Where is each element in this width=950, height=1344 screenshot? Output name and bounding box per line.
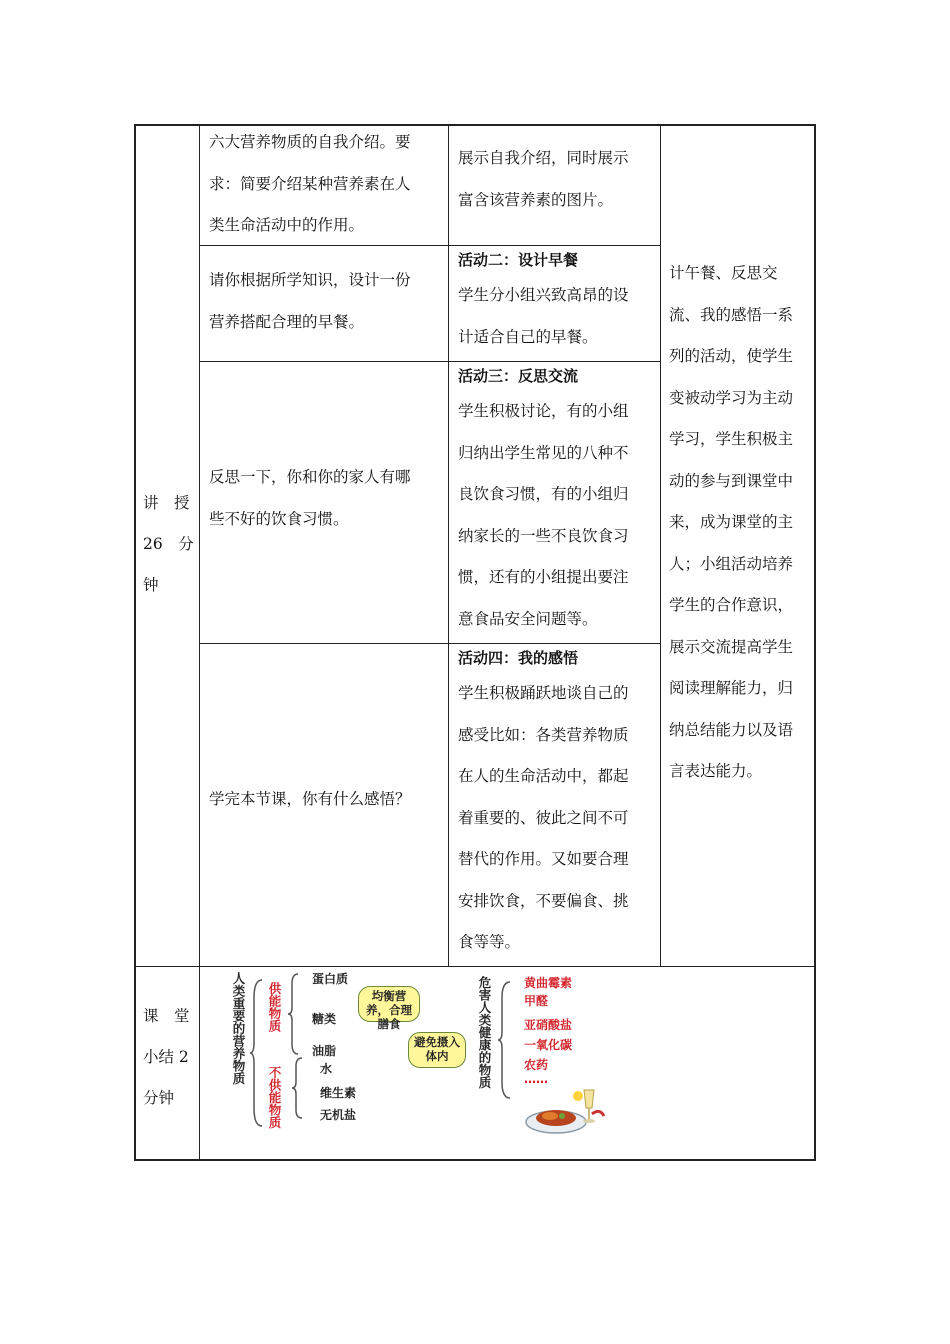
text-line: 展示交流提高学生 (669, 637, 794, 656)
teacher-cell-3 (209, 457, 441, 540)
activity-title: 活动四：我的感悟 (458, 649, 579, 667)
row-divider-summary (134, 966, 816, 967)
summary-label-line: 课 堂 (143, 1007, 190, 1025)
text-line: 动的参与到课堂中 (669, 471, 794, 490)
text-line: 反思一下，你和你的家人有哪 (209, 468, 411, 486)
table-border-left (134, 124, 136, 1161)
summary-label (143, 996, 195, 1119)
col-divider-3 (660, 124, 661, 967)
activity-title: 活动二：设计早餐 (458, 251, 579, 269)
text-line: 纳总结能力以及语 (669, 720, 794, 739)
text-line: 着重要的、彼此之间不可 (458, 808, 629, 827)
harmful-item: 一氧化碳 (524, 1038, 573, 1052)
text-line: 些不好的饮食习惯。 (209, 509, 349, 528)
student-cell-3 (458, 361, 654, 640)
text-line: 请你根据所学知识，设计一份 (209, 271, 411, 289)
energy-item: 蛋白质 (312, 972, 349, 986)
col-divider-2 (448, 124, 449, 967)
avoid-intake-bubble: 避免摄入体内 (408, 1032, 466, 1068)
text-line: 安排饮食，不要偏食、挑 (458, 891, 629, 910)
left-brace-icon (250, 978, 264, 1128)
summary-label-line: 分钟 (143, 1089, 175, 1107)
table-border-bottom (134, 1159, 816, 1161)
nutrients-title: 人类重要的营养物质 (231, 972, 246, 1085)
summary-label-line: 小结 2 (143, 1048, 189, 1066)
non-energy-item: 水 (320, 1062, 333, 1076)
student-cell-4 (458, 643, 654, 964)
text-line: 列的活动，使学生 (669, 347, 794, 365)
text-line: 意食品安全问题等。 (458, 609, 598, 628)
intent-cell (669, 253, 807, 793)
text-line: 求：简要介绍某种营养素在人 (209, 174, 411, 193)
text-line: 人；小组活动培养 (669, 554, 794, 573)
text-line: 感受比如：各类营养物质 (458, 725, 629, 744)
non-energy-item: 无机盐 (320, 1108, 357, 1122)
text-line: 六大营养物质的自我介绍。要 (209, 133, 411, 151)
non-energy-label: 不供能物质 (267, 1066, 282, 1129)
text-line: 学生分小组兴致高昂的设 (458, 286, 629, 304)
text-line: 阅读理解能力，归 (669, 679, 794, 697)
student-cell-2 (458, 245, 654, 358)
text-line: 计适合自己的早餐。 (458, 327, 598, 346)
energy-item: 糖类 (312, 1012, 337, 1026)
text-line: 良饮食习惯，有的小组归 (458, 485, 629, 503)
text-line: 变被动学习为主动 (669, 388, 794, 407)
teacher-cell-1 (209, 122, 441, 247)
text-line: 替代的作用。又如要合理 (458, 850, 629, 868)
lecture-label-line: 讲 授 (143, 494, 190, 512)
text-line: 学生积极讨论，有的小组 (458, 402, 629, 420)
non-energy-brace-icon (292, 1056, 304, 1120)
text-line: 言表达能力。 (669, 762, 763, 780)
text-line: 归纳出学生常见的八种不 (458, 443, 629, 462)
lecture-label-line: 钟 (143, 576, 159, 594)
table-border-right (814, 124, 816, 1161)
harmful-item: 农药 (524, 1058, 549, 1072)
text-line: 学习，学生积极主 (669, 430, 794, 448)
lecture-label-line: 26 分 (143, 535, 194, 553)
harmful-item: 甲醛 (524, 994, 549, 1008)
text-line: 展示自我介绍，同时展示 (458, 149, 629, 167)
text-line: 来，成为课堂的主 (669, 513, 794, 531)
right-brace-icon (498, 980, 512, 1100)
text-line: 在人的生命活动中，都起 (458, 767, 629, 785)
harmful-title: 危害人类健康的物质 (477, 976, 492, 1089)
lecture-label (143, 483, 195, 606)
activity-title: 活动三：反思交流 (458, 367, 579, 385)
text-line: 计午餐、反思交 (669, 264, 778, 282)
teacher-cell-4 (209, 779, 441, 821)
student-cell-1 (458, 138, 654, 221)
text-line: 富含该营养素的图片。 (458, 190, 614, 209)
text-line: 惯，还有的小组提出要注 (458, 568, 629, 586)
text-line: 流、我的感悟一系 (669, 305, 794, 324)
energy-label: 供能物质 (267, 982, 282, 1032)
balanced-diet-bubble: 均衡营养，合理膳食 (358, 986, 420, 1022)
energy-item: 油脂 (312, 1044, 337, 1058)
harmful-item: 黄曲霉素 (524, 976, 573, 990)
text-line: 食等等。 (458, 933, 521, 951)
teacher-cell-2 (209, 260, 441, 343)
food-plate-icon (522, 1086, 606, 1136)
text-line: 类生命活动中的作用。 (209, 216, 365, 234)
text-line: 学生的合作意识， (669, 596, 794, 614)
summary-diagram (228, 968, 608, 1138)
harmful-item: 亚硝酸盐 (524, 1018, 573, 1032)
non-energy-item: 维生素 (320, 1086, 357, 1100)
text-line: 学完本节课，你有什么感悟？ (209, 790, 411, 808)
text-line: 纳家长的一些不良饮食习 (458, 526, 629, 545)
text-line: 营养搭配合理的早餐。 (209, 312, 365, 331)
text-line: 学生积极踊跃地谈自己的 (458, 684, 629, 702)
energy-brace-icon (288, 972, 300, 1056)
harmful-item: …… (524, 1072, 548, 1086)
